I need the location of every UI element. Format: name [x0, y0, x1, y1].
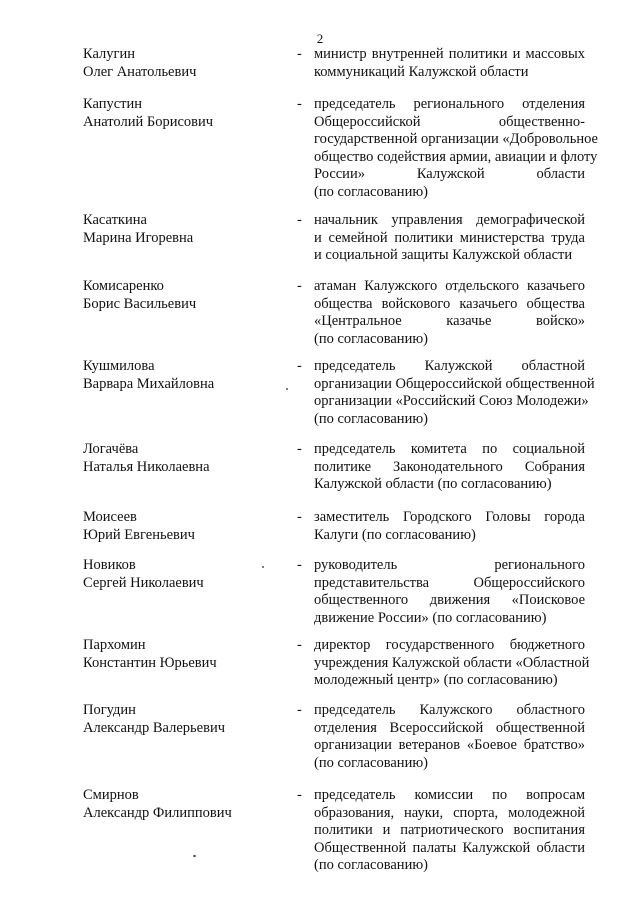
member-given-names: Наталья Николаевна [83, 458, 210, 475]
position-line: молодежный центр» (по согласованию) [314, 672, 558, 688]
position-line: атаман Калужского отдельского казачьего [314, 278, 585, 294]
member-name [83, 509, 283, 544]
member-name [83, 212, 283, 247]
position-line: политике Законодательного Собрания [314, 458, 585, 475]
position-line: Общественной палаты Калужской области [314, 839, 585, 856]
member-position [314, 358, 595, 428]
position-line: директор государственного бюджетного [314, 637, 585, 653]
separator-dash: - [297, 212, 302, 228]
position-line: «Центральное казачье войско» [314, 313, 585, 329]
scan-speck [262, 566, 264, 568]
member-name [83, 358, 283, 393]
member-surname: Логачёва [83, 441, 139, 457]
member-position [314, 441, 585, 494]
member-position [314, 212, 585, 265]
position-line: председатель комитета по социальной [314, 441, 585, 457]
member-name [83, 557, 283, 592]
position-line: (по согласованию) [314, 183, 428, 200]
member-given-names: Борис Васильевич [83, 295, 197, 312]
member-name [83, 702, 283, 737]
separator-dash: - [297, 278, 302, 294]
member-position [314, 46, 585, 81]
member-surname: Смирнов [83, 787, 139, 803]
separator-dash: - [297, 787, 302, 803]
member-surname: Погудин [83, 702, 136, 718]
position-line: политики и патриотического воспитания [314, 822, 585, 838]
member-given-names: Олег Анатольевич [83, 63, 197, 80]
position-line: движение России» (по согласованию) [314, 609, 547, 626]
position-line: руководитель регионального [314, 557, 585, 573]
position-line: заместитель Городского Головы города [314, 509, 585, 525]
position-line: (по согласованию) [314, 857, 428, 873]
member-position [314, 637, 590, 690]
member-surname: Моисеев [83, 509, 137, 525]
position-line: Общероссийской общественно- [314, 113, 585, 130]
member-given-names: Варвара Михайловна [83, 375, 215, 392]
member-position [314, 787, 585, 875]
separator-dash: - [297, 358, 302, 374]
position-line: организации «Российский Союз Молодежи» [314, 393, 589, 409]
position-line: образования, науки, спорта, молодежной [314, 804, 585, 821]
position-line: председатель Калужского областного [314, 702, 585, 718]
position-line: (по согласованию) [314, 330, 428, 347]
position-line: организации ветеранов «Боевое братство» [314, 737, 585, 753]
separator-dash: - [297, 441, 302, 457]
position-line: председатель комиссии по вопросам [314, 787, 585, 803]
position-line: начальник управления демографической [314, 212, 585, 228]
position-line: председатель Калужской областной [314, 358, 585, 374]
scan-speck [286, 388, 288, 390]
separator-dash: - [297, 96, 302, 112]
member-position [314, 278, 585, 348]
position-line: председатель регионального отделения [314, 96, 585, 112]
position-line: учреждения Калужской области «Областной [314, 654, 590, 671]
position-line: и семейной политики министерства труда [314, 229, 585, 246]
separator-dash: - [297, 557, 302, 573]
position-line: организации Общероссийской общественной [314, 375, 595, 392]
member-surname: Новиков [83, 557, 136, 573]
member-name [83, 278, 283, 313]
member-position [314, 702, 585, 772]
position-line: отделения Всероссийской общественной [314, 719, 585, 736]
position-line: министр внутренней политики и массовых [314, 46, 585, 62]
position-line: государственной организации «Добровольное [314, 131, 598, 147]
separator-dash: - [297, 509, 302, 525]
position-line: общества войскового казачьего общества [314, 295, 585, 312]
separator-dash: - [297, 46, 302, 62]
member-surname: Кушмилова [83, 358, 155, 374]
member-name [83, 96, 283, 131]
position-line: и социальной защиты Калужской области [314, 247, 573, 263]
member-given-names: Юрий Евгеньевич [83, 526, 195, 543]
scan-speck [193, 855, 196, 857]
member-given-names: Анатолий Борисович [83, 113, 214, 130]
page-number: 2 [316, 31, 324, 46]
position-line: Калужской области (по согласованию) [314, 476, 552, 492]
member-given-names: Александр Валерьевич [83, 719, 225, 736]
position-line: (по согласованию) [314, 754, 428, 771]
member-given-names: Александр Филиппович [83, 804, 232, 821]
position-line: Калуги (по согласованию) [314, 526, 476, 543]
member-position [314, 96, 598, 201]
member-name [83, 441, 283, 476]
member-given-names: Марина Игоревна [83, 229, 194, 246]
position-line: коммуникаций Калужской области [314, 63, 529, 80]
member-given-names: Сергей Николаевич [83, 574, 204, 591]
member-given-names: Константин Юрьевич [83, 654, 217, 671]
member-surname: Пархомин [83, 637, 146, 653]
member-name [83, 787, 283, 822]
position-line: (по согласованию) [314, 410, 428, 427]
position-line: представительства Общероссийского [314, 574, 585, 591]
member-name [83, 46, 283, 81]
position-line: общественного движения «Поисковое [314, 592, 585, 608]
position-line: общество содействия армии, авиации и флоту [314, 148, 598, 165]
separator-dash: - [297, 637, 302, 653]
position-line: России» Калужской области [314, 166, 585, 182]
member-surname: Капустин [83, 96, 143, 112]
member-position [314, 557, 585, 627]
member-position [314, 509, 585, 544]
member-surname: Комисаренко [83, 278, 164, 294]
member-surname: Касаткина [83, 212, 147, 228]
member-name [83, 637, 283, 672]
separator-dash: - [297, 702, 302, 718]
member-surname: Калугин [83, 46, 135, 62]
